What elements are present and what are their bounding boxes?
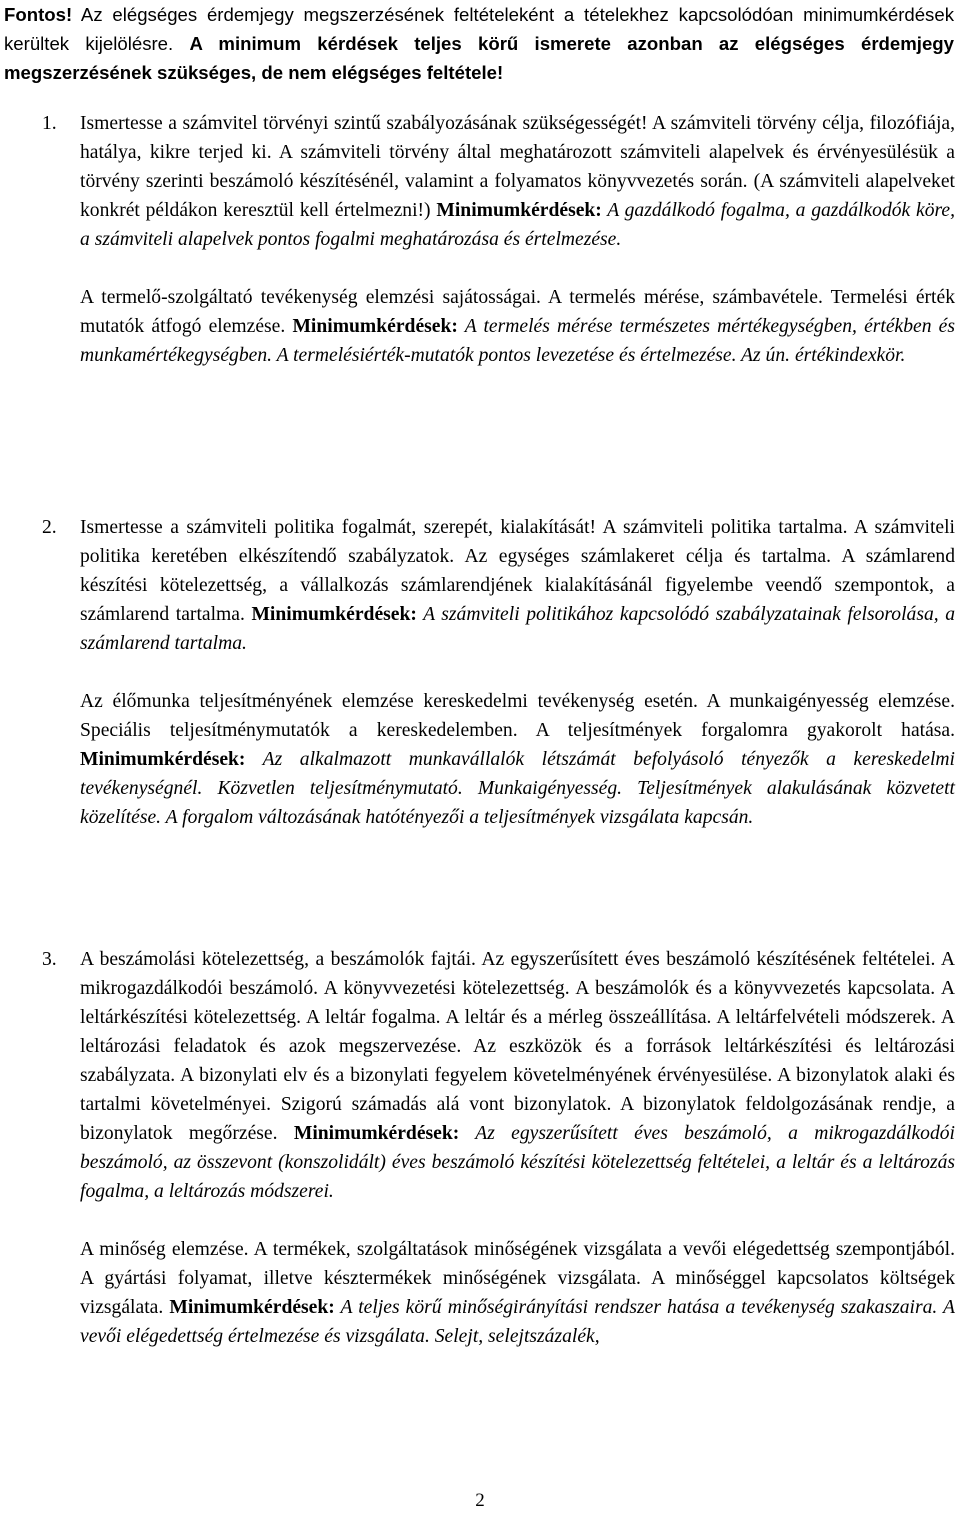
item-number: 1.	[42, 113, 57, 134]
paragraph-text: Ismertesse a számvitel törvényi szintű szabályozásának szükségességét! A számviteli törvény célja, filozófiája, hatálya, kikre terjed ki. A számviteli törvény által meghatározott számviteli alapelvek és érvényesülésük a törvény szerinti beszámoló készítésénél, valamint a folyamatos könyvvezetés során. (A számviteli alapelveket konkrét példákon keresztül kell értelmezni!)	[80, 113, 955, 221]
intro-emphasis: A minimum kérdések teljes körű ismerete azonban az elégséges érdemjegy megszerzésének szükséges, de nem elégséges feltétele!	[4, 33, 954, 83]
item-paragraph	[80, 1235, 955, 1351]
paragraph-text: A termelő-szolgáltató tevékenység elemzési sajátosságai. A termelés mérése, számbavétele. Termelési érték mutatók átfogó elemzése.	[80, 287, 955, 337]
minimum-questions-label: Minimumkérdések:	[436, 200, 602, 221]
intro-text: Az elégséges érdemjegy megszerzésének feltételeként a tételekhez kapcsolódóan minimumkérdések kerültek kijelölésre.	[4, 4, 954, 54]
minimum-questions-text: A teljes körű minőségirányítási rendszer hatása a tevékenység szakaszaira. A vevői elégedettség értelmezése és vizsgálata. Selejt, selejtszázalék,	[80, 1297, 955, 1347]
paragraph-text: A minőség elemzése. A termékek, szolgáltatások minőségének vizsgálata a vevői elégedettség szempontjából. A gyártási folyamat, illetve késztermékek minőségének vizsgálata. A minőséggel kapcsolatos költségek vizsgálata.	[80, 1239, 955, 1318]
item-1	[80, 109, 955, 370]
item-number: 3.	[42, 949, 57, 970]
item-paragraph	[80, 109, 955, 254]
paragraph-text: Az élőmunka teljesítményének elemzése kereskedelmi tevékenység esetén. A munkaigényesség elemzése. Speciális teljesítménymutatók a kereskedelemben. A teljesítmények forgalomra gyakorolt hatása.	[80, 691, 955, 741]
minimum-questions-text: Az alkalmazott munkavállalók létszámát befolyásoló tényezők a kereskedelmi tevékenységnél. Közvetlen teljesítménymutató. Munkaigényesség. Teljesítmények alakulásának közvetett közelítése. A forgalom változásának hatótényezői a teljesítmények vizsgálata kapcsán.	[80, 749, 955, 828]
item-paragraph	[80, 283, 955, 370]
minimum-questions-text: Az egyszerűsített éves beszámoló, a mikrogazdálkodói beszámoló, az összevont (konszolidált) éves beszámoló készítési kötelezettség feltételei, a leltár és a leltározás fogalma, a leltározás módszerei.	[80, 1123, 955, 1202]
paragraph-text: A beszámolási kötelezettség, a beszámolók fajtái. Az egyszerűsített éves beszámoló készítésének feltételei. A mikrogazdálkodói beszámoló. A könyvvezetési kötelezettség. A beszámolók és a könyvvezetés kapcsolata. A leltárkészítési kötelezettség. A leltár fogalma. A leltár és a mérleg összeállítása. A leltárfelvételi módszerek. A leltározási feladatok és azok megszervezése. Az eszközök és a források leltárkészítési és leltározási szabályzata. A bizonylati elv és a bizonylati fegyelem követelményének érvényesülése. A bizonylatok alaki és tartalmi követelményei. Szigorú számadás alá vont bizonylatok. A bizonylatok feldolgozásának rendje, a bizonylatok megőrzése.	[80, 949, 955, 1144]
minimum-questions-text: A gazdálkodó fogalma, a gazdálkodók köre, a számviteli alapelvek pontos fogalmi meghatározása és értelmezése.	[80, 200, 955, 250]
paragraph-text: Ismertesse a számviteli politika fogalmát, szerepét, kialakítását! A számviteli politika tartalma. A számviteli politika keretében elkészítendő szabályzatok. Az egységes számlakeret célja és tartalma. A számlarend készítési kötelezettség, a vállalkozás számlarendjének kialakításánál figyelembe veendő szempontok, a számlarend tartalma.	[80, 517, 955, 625]
item-2	[80, 513, 955, 832]
item-paragraph	[80, 687, 955, 832]
item-number: 2.	[42, 517, 57, 538]
minimum-questions-label: Minimumkérdések:	[251, 604, 417, 625]
minimum-questions-label: Minimumkérdések:	[292, 316, 458, 337]
item-paragraph	[80, 513, 955, 658]
intro-paragraph	[4, 0, 954, 87]
minimum-questions-label: Minimumkérdések:	[80, 749, 246, 770]
minimum-questions-text: A termelés mérése természetes mértékegységben, értékben és munkamértékegységben. A termelésiérték-mutatók pontos levezetése és értelmezése. Az ún. értékindexkör.	[80, 316, 955, 366]
minimum-questions-label: Minimumkérdések:	[293, 1123, 460, 1144]
fontos-label: Fontos!	[4, 4, 73, 25]
item-paragraph	[80, 945, 955, 1206]
item-3	[80, 945, 955, 1351]
minimum-questions-text: A számviteli politikához kapcsolódó szabályzatainak felsorolása, a számlarend tartalma.	[80, 604, 955, 654]
minimum-questions-label: Minimumkérdések:	[169, 1297, 335, 1318]
page-number: 2	[475, 1490, 485, 1511]
